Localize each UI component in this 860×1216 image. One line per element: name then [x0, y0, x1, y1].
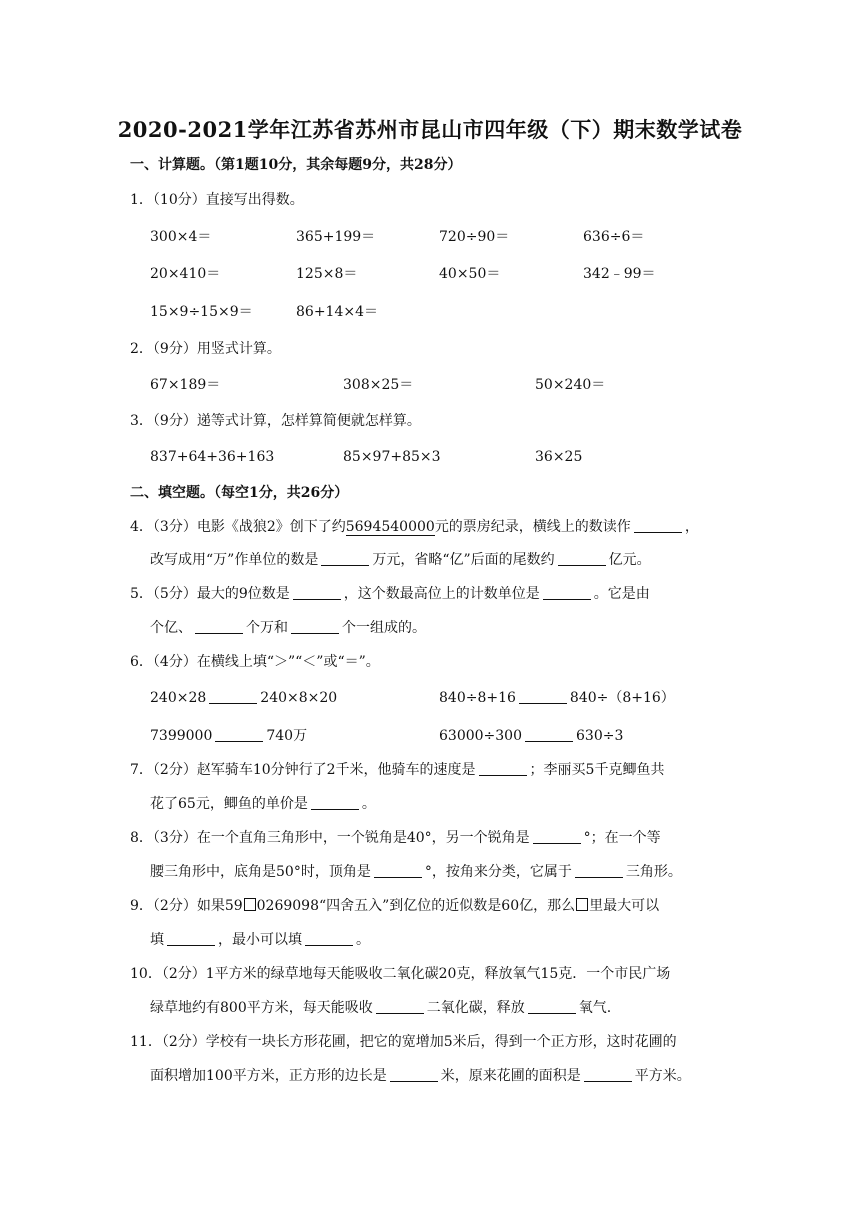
question-10-line-2 — [150, 998, 611, 1018]
compare-left: 63000÷300 — [439, 728, 522, 744]
answer-blank[interactable] — [634, 518, 682, 533]
calc-item: 365+199＝ — [296, 229, 376, 245]
q8-text: 三角形。 — [625, 864, 682, 880]
q4-text: 万元，省略“亿”后面的尾数约 — [372, 552, 555, 568]
q5-text: 个一组成的。 — [342, 620, 426, 636]
q9-text: 9．（2分）如果59 — [130, 898, 243, 914]
q4-text: 亿元。 — [608, 552, 651, 568]
q11-text: 米，原来花圃的面积是 — [440, 1068, 581, 1084]
answer-blank[interactable] — [558, 551, 606, 566]
q10-text: 氧气. — [578, 1000, 612, 1016]
q9-text: 填 — [150, 932, 164, 948]
q5-text: ，这个数最高位上的计数单位是 — [343, 586, 540, 602]
answer-blank[interactable] — [533, 829, 581, 844]
answer-blank[interactable] — [584, 1067, 632, 1082]
exam-title: 2020-2021学年江苏省苏州市昆山市四年级（下）期末数学试卷 — [117, 117, 743, 142]
q8-text: °；在一个等 — [583, 830, 661, 846]
q5-text: 5．（5分）最大的9位数是 — [130, 586, 290, 602]
question-1-stem: 1．（10分）直接写出得数。 — [130, 192, 304, 208]
compare-right: 740万 — [266, 728, 308, 744]
q9-text: 。 — [356, 932, 370, 948]
q5-text: 个万和 — [246, 620, 288, 636]
vertical-calc-item: 308×25＝ — [343, 377, 414, 393]
vertical-calc-item: 50×240＝ — [535, 377, 606, 393]
answer-blank[interactable] — [575, 863, 623, 878]
answer-blank[interactable] — [195, 619, 243, 634]
answer-blank[interactable] — [293, 585, 341, 600]
question-2-stem: 2．（9分）用竖式计算。 — [130, 341, 281, 357]
q8-text: 8．（3分）在一个直角三角形中，一个锐角是40°，另一个锐角是 — [130, 830, 530, 846]
digit-box — [244, 898, 256, 911]
compare-right: 630÷3 — [576, 728, 624, 744]
answer-blank[interactable] — [209, 689, 257, 704]
step-calc-item: 85×97+85×3 — [343, 449, 441, 465]
calc-item: 20×410＝ — [150, 266, 221, 282]
answer-blank[interactable] — [305, 931, 353, 946]
question-10-line-1: 10．（2分）1平方米的绿草地每天能吸收二氧化碳20克，释放氧气15克．一个市民广场 — [130, 966, 671, 982]
answer-blank[interactable] — [519, 689, 567, 704]
calc-item: 342﹣99＝ — [583, 266, 656, 282]
question-4-line-1 — [130, 517, 699, 537]
q7-text: 7．（2分）赵军骑车10分钟行了2千米，他骑车的速度是 — [130, 762, 476, 778]
answer-blank[interactable] — [525, 727, 573, 742]
question-11-line-1: 11．（2分）学校有一块长方形花圃，把它的宽增加5米后，得到一个正方形，这时花圃的 — [130, 1034, 677, 1050]
q4-text: 元的票房纪录，横线上的数读作 — [434, 519, 631, 535]
answer-blank[interactable] — [390, 1067, 438, 1082]
q10-text: 绿草地约有800平方米，每天能吸收 — [150, 1000, 373, 1016]
question-7-line-2 — [150, 794, 376, 814]
calc-item: 300×4＝ — [150, 229, 212, 245]
q7-text: 花了65元，鲫鱼的单价是 — [150, 796, 308, 812]
question-7-line-1 — [130, 760, 664, 780]
answer-blank[interactable] — [215, 727, 263, 742]
calc-item: 636÷6＝ — [583, 229, 645, 245]
answer-blank[interactable] — [311, 795, 359, 810]
q9-text: 0269098“四舍五入”到亿位的近似数是60亿，那么 — [256, 898, 576, 914]
step-calc-item: 36×25 — [535, 449, 583, 465]
calc-item: 15×9÷15×9＝ — [150, 304, 253, 320]
calc-item: 720÷90＝ — [439, 229, 510, 245]
q7-text: ；李丽买5千克鲫鱼共 — [529, 762, 665, 778]
q9-text: ，最小可以填 — [218, 932, 302, 948]
step-calc-item: 837+64+36+163 — [150, 449, 275, 465]
question-9-line-2 — [150, 930, 370, 950]
question-4-line-2 — [150, 550, 651, 570]
compare-left: 7399000 — [150, 728, 213, 744]
q8-text: °，按角来分类，它属于 — [424, 864, 572, 880]
answer-blank[interactable] — [528, 999, 576, 1014]
question-9-line-1 — [130, 896, 659, 916]
answer-blank[interactable] — [543, 585, 591, 600]
q11-text: 面积增加100平方米，正方形的边长是 — [150, 1068, 387, 1084]
q4-text: 改写成用“万”作单位的数是 — [150, 552, 319, 568]
q4-underlined-number: 5694540000 — [345, 519, 435, 535]
vertical-calc-item: 67×189＝ — [150, 377, 221, 393]
question-5-line-2 — [150, 618, 426, 638]
question-5-line-1 — [130, 584, 650, 604]
compare-right: 240×8×20 — [260, 690, 338, 706]
compare-left: 240×28 — [150, 690, 207, 706]
section-heading-fill-blank: 二、填空题。（每空1分，共26分） — [130, 485, 349, 501]
calc-item: 86+14×4＝ — [296, 304, 378, 320]
answer-blank[interactable] — [167, 931, 215, 946]
answer-blank[interactable] — [321, 551, 369, 566]
q9-text: 里最大可以 — [589, 898, 660, 914]
q4-text: 4．（3分）电影《战狼2》创下了约 — [130, 519, 346, 535]
digit-box — [576, 898, 588, 911]
question-8-line-2 — [150, 862, 682, 882]
q8-text: 腰三角形中，底角是50°时，顶角是 — [150, 864, 371, 880]
answer-blank[interactable] — [376, 999, 424, 1014]
calc-item: 40×50＝ — [439, 266, 501, 282]
question-11-line-2 — [150, 1066, 691, 1086]
answer-blank[interactable] — [479, 761, 527, 776]
q11-text: 平方米。 — [634, 1068, 691, 1084]
q7-text: 。 — [361, 796, 376, 812]
q5-text: 。它是由 — [593, 586, 650, 602]
q5-text: 个亿、 — [150, 620, 192, 636]
compare-item — [150, 726, 307, 746]
compare-item — [439, 688, 675, 708]
question-6-stem: 6．（4分）在横线上填“＞”“＜”或“＝”。 — [130, 654, 380, 670]
q10-text: 二氧化碳，释放 — [426, 1000, 525, 1016]
calc-item: 125×8＝ — [296, 266, 358, 282]
q4-text: ， — [684, 519, 699, 535]
question-3-stem: 3．（9分）递等式计算，怎样算简便就怎样算。 — [130, 413, 421, 429]
answer-blank[interactable] — [291, 619, 339, 634]
section-heading-calculation: 一、计算题。（第1题10分，其余每题9分，共28分） — [130, 157, 462, 173]
compare-right: 840÷（8+16） — [569, 690, 675, 706]
compare-item — [150, 688, 337, 708]
question-8-line-1 — [130, 828, 661, 848]
compare-item — [439, 726, 623, 746]
answer-blank[interactable] — [374, 863, 422, 878]
compare-left: 840÷8+16 — [439, 690, 516, 706]
